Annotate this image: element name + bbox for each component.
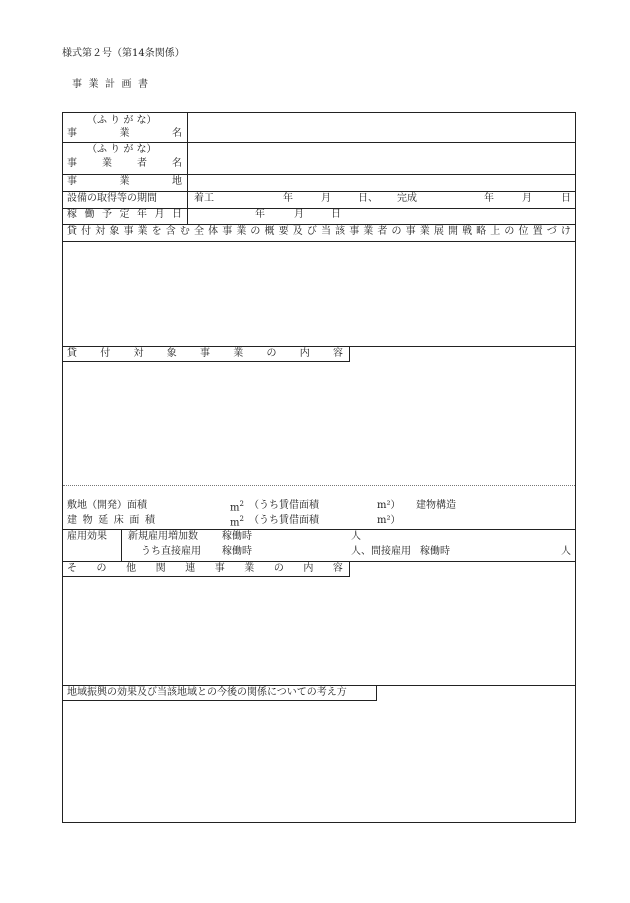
divider [63,529,575,530]
direct-hire-operating: 稼働時 [222,546,252,557]
overview-section-label: 貸 付 対 象 事 業 を 含 む 全 体 事 業 の 概 要 及 び 当 該 事 業 者 の 事 業 展 開 戦 略 上 の 位 置 づ け [67,226,571,237]
start-month: 月 [321,193,331,204]
floor-area-label: 建 物 延 床 面 積 [67,515,155,526]
acquisition-period-label: 設備の取得等の期間 [67,193,157,204]
label-column-divider [187,113,188,224]
start-label: 着工 [194,193,214,204]
direct-hire-label: うち直接雇用 [141,546,201,557]
completion-label: 完成 [397,193,417,204]
divider [63,174,575,175]
new-hires-operating: 稼働時 [222,531,252,542]
building-structure-label: 建物構造 [416,500,456,511]
form-number: 様式第２号（第14条関係） [62,48,185,59]
floor-area-unit: $m^2$ [230,515,244,529]
completion-month: 月 [522,193,532,204]
indirect-hire-label: 人、間接雇用 [351,546,411,557]
document-title: 事 業 計 画 書 [72,79,148,90]
furigana-label-1: （ふ り が な） [87,115,157,126]
start-year: 年 [283,193,293,204]
operator-name-label: 事 業 者 名 [67,158,182,169]
operation-month: 月 [294,209,304,220]
operation-date-label: 稼 働 予 定 年 月 日 [67,209,182,220]
operation-year: 年 [255,209,265,220]
start-day: 日、 [358,193,378,204]
location-label: 事 業 地 [67,176,182,187]
other-projects-label: そ の 他 関 連 事 業 の 内 容 [67,563,343,574]
business-plan-form [62,112,576,823]
floor-leased-label: （うち賃借面積 [249,515,319,526]
site-area-label: 敷地（開発）面積 [67,500,147,511]
new-hires-person: 人 [351,531,361,542]
completion-day: 日 [561,193,571,204]
indirect-hire-operating: 稼働時 [420,546,450,557]
floor-leased-unit: m²） [377,515,401,526]
site-leased-unit: m²） [377,500,401,511]
divider [63,142,575,143]
divider [63,191,575,192]
completion-year: 年 [484,193,494,204]
site-leased-label: （うち賃借面積 [249,500,319,511]
employment-label: 雇用効果 [67,531,107,542]
furigana-label-2: （ふ り が な） [87,144,157,155]
dotted-divider [63,485,575,486]
new-hires-label: 新規雇用増加数 [128,531,198,542]
regional-label: 地域振興の効果及び当該地域との今後の関係についての考え方 [67,687,347,698]
site-area-unit: $m^2$ [230,500,244,514]
divider [63,224,575,225]
divider [63,241,575,242]
loan-project-label: 貸 付 対 象 事 業 の 内 容 [67,348,343,359]
operation-day: 日 [331,209,341,220]
employment-divider [121,529,122,561]
project-name-label: 事 業 名 [67,128,182,139]
indirect-hire-person: 人 [561,546,571,557]
